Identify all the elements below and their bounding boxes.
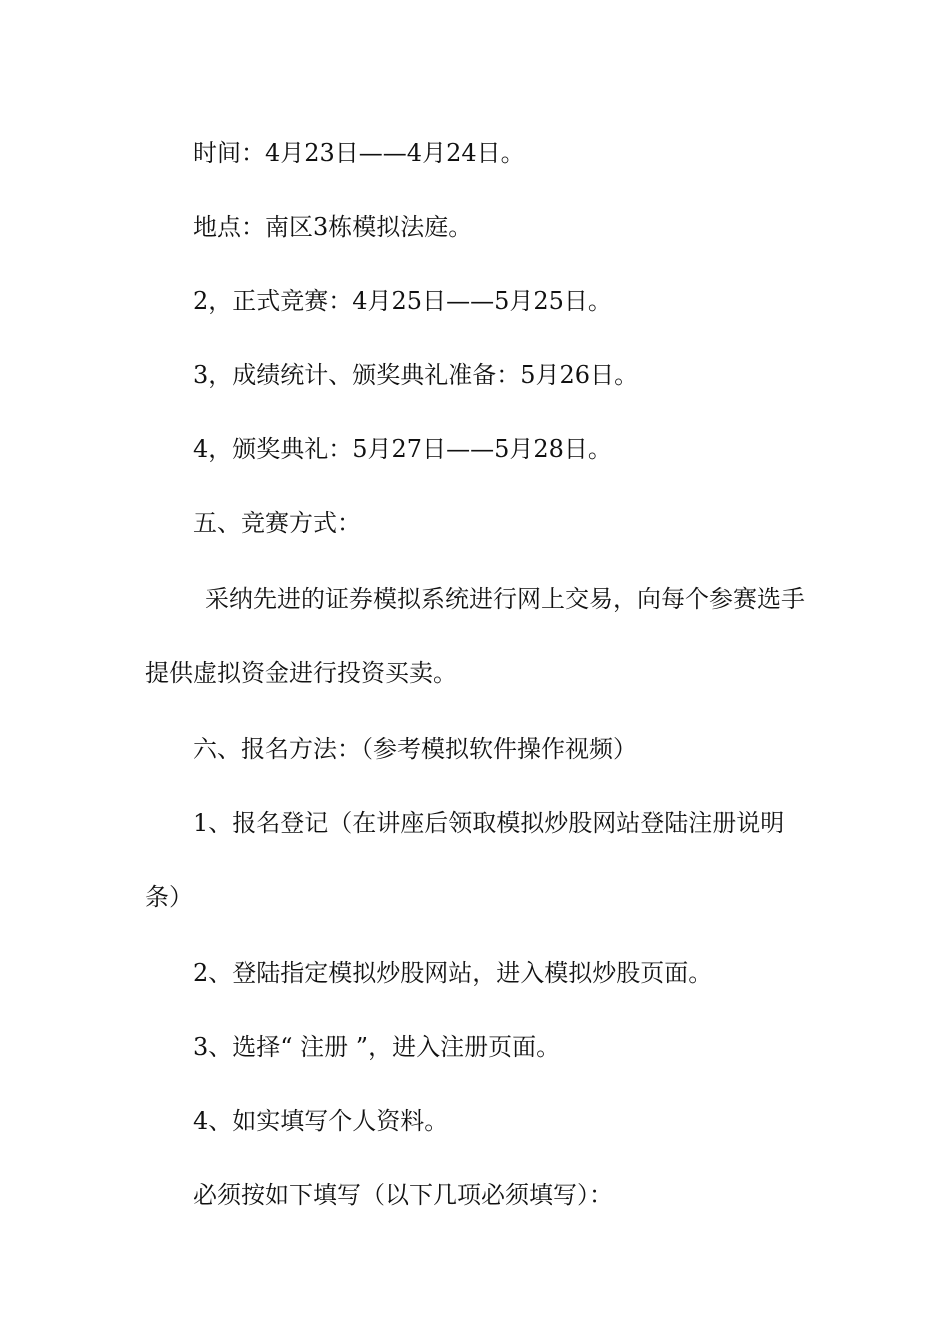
paragraph-required-fields: 必须按如下填写（以下几项必须填写）： — [193, 1181, 613, 1209]
paragraph-registration-step-1-line-2: 条） — [145, 883, 193, 911]
paragraph-award-ceremony: 4，颁奖典礼：5月27日——5月28日。 — [193, 435, 612, 463]
paragraph-formal-competition: 2，正式竞赛：4月25日——5月25日。 — [193, 287, 612, 315]
paragraph-location: 地点：南区3栋模拟法庭。 — [193, 213, 473, 241]
section-heading-registration-method: 六、报名方法：（参考模拟软件操作视频） — [193, 735, 637, 763]
paragraph-registration-step-4: 4、如实填写个人资料。 — [193, 1107, 449, 1135]
paragraph-registration-step-1-line-1: 1、报名登记（在讲座后领取模拟炒股网站登陆注册说明 — [193, 809, 785, 837]
section-heading-competition-method: 五、竞赛方式： — [193, 509, 361, 537]
paragraph-registration-step-3: 3、选择“ 注册 ”，进入注册页面。 — [193, 1033, 561, 1061]
paragraph-score-statistics: 3，成绩统计、颁奖典礼准备：5月26日。 — [193, 361, 639, 389]
paragraph-method-line-2: 提供虚拟资金进行投资买卖。 — [145, 659, 457, 687]
paragraph-time: 时间：4月23日——4月24日。 — [193, 139, 525, 167]
paragraph-registration-step-2: 2、登陆指定模拟炒股网站，进入模拟炒股页面。 — [193, 959, 713, 987]
paragraph-method-line-1: 采纳先进的证券模拟系统进行网上交易，向每个参赛选手 — [205, 585, 805, 613]
